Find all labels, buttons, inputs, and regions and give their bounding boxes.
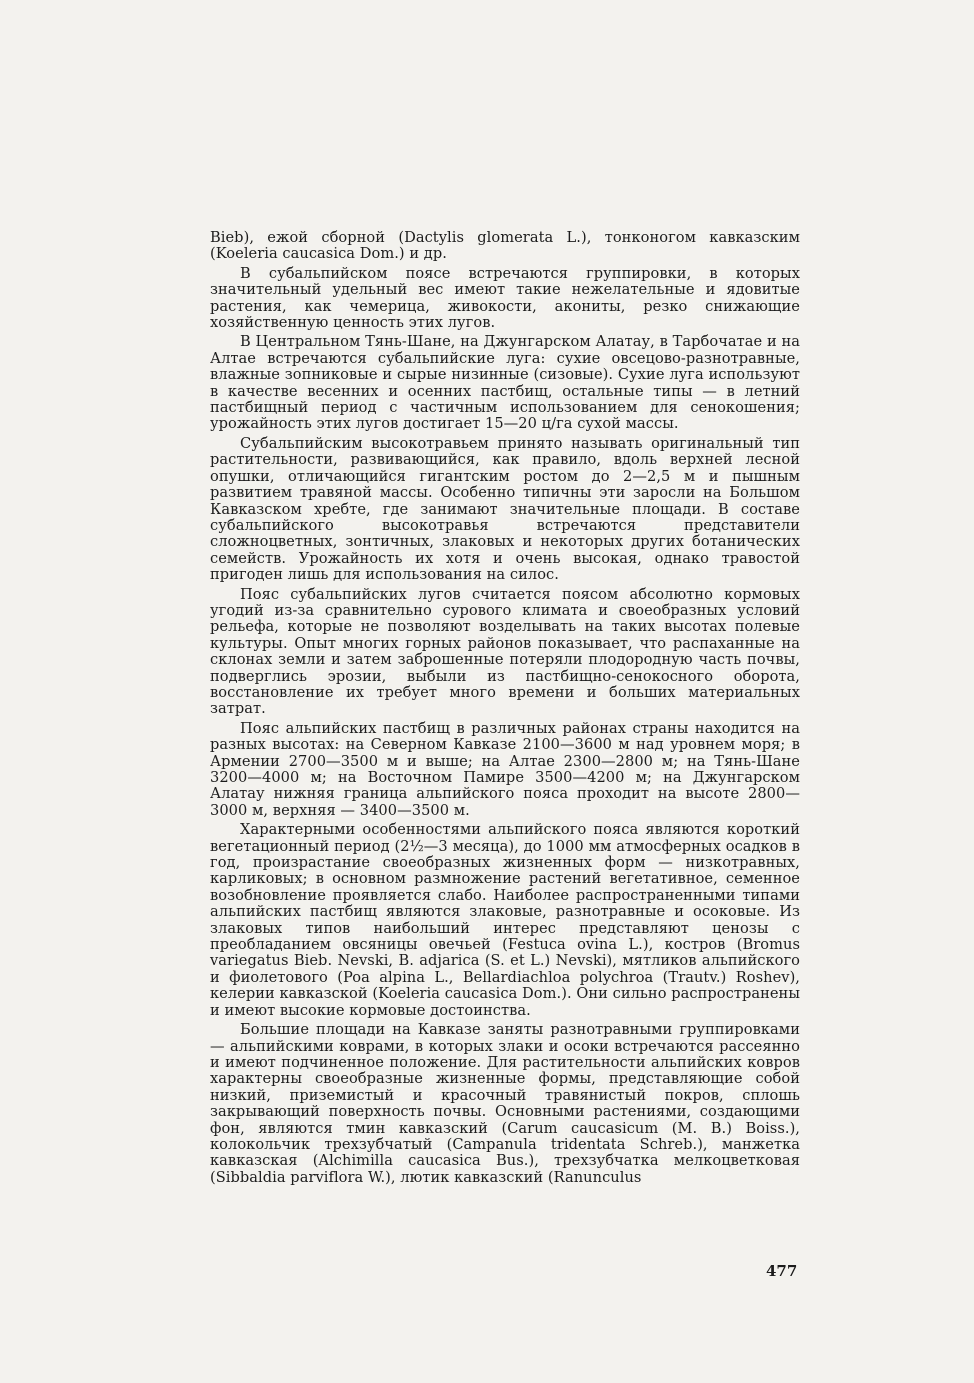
main-text bbox=[210, 230, 800, 1189]
paragraph-central-tianshan: В Центральном Тянь-Шане, на Джунгарском Алатау, в Тарбочатае и на Алтае встречаются субальпийские луга: сухие овсецово-разнотравные, влажные зопниковые и сырые низинные (сизовые). Сухие луга используют в качестве весенних и осенних пастбищ, остальные типы — в летний пастбищный период с частичным использованием для сенокошения; урожайность этих лугов достигает 15—20 ц/га сухой массы. bbox=[210, 333, 800, 433]
paragraph-alpine-heights: Пояс альпийских пастбищ в различных районах страны находится на разных высотах: на Северном Кавказе 2100—3600 м над уровнем моря; в Армении 2700—3500 м и выше; на Алтае 2300—2800 м; на Тянь-Шане 3200—4000 м; на Восточном Памире 3500—4200 м; на Джунгарском Алатау нижняя граница альпийского пояса проходит на высоте 2800—3000 м, верхняя — 3400—3500 м. bbox=[210, 719, 800, 819]
page-number: 477 bbox=[766, 1262, 798, 1280]
paragraph-forage-belt: Пояс субальпийских лугов считается поясом абсолютно кормовых угодий из-за сравнительно сурового климата и своеобразных условий рельефа, которые не позволяют возделывать на таких высотах полевые культуры. Опыт многих горных районов показывает, что распаханные на склонах земли и затем заброшенные потеряли плодородную часть почвы, подверглись эрозии, выбыли из пастбищно-сенокосного оборота, восстановление их требует много времени и больших материальных затрат. bbox=[210, 585, 800, 718]
paragraph-alpine-features: Характерными особенностями альпийского пояса являются короткий вегетационный период (2½—3 месяца), до 1000 мм атмосферных осадков в год, произрастание своеобразных жизненных форм — низкотравных, карликовых; в основном размножение растений вегетативное, семенное возобновление проявляется слабо. Наиболее распространенными типами альпийских пастбищ являются злаковые, разнотравные и осоковые. Из злаковых типов наибольший интерес представляют ценозы с преобладанием овсяницы овечьей (Festuca ovina L.), костров (Bromus variegatus Bieb. Nevski, B. adjarica (S. et L.) Nevski), мятликов альпийского и фиолетового (Poa alpina L., Bellardiachloa polychroa (Trautv.) Roshev), келерии кавказской (Koeleria caucasica Dom.). Они сильно распространены и имеют высокие кормовые достоинства. bbox=[210, 821, 800, 1019]
paragraph-subalpine-groupings: В субальпийском поясе встречаются группировки, в которых значительный удельный вес имеют такие нежелательные и ядовитые растения, как чемерица, живокости, акониты, резко снижающие хозяйственную ценность этих лугов. bbox=[210, 264, 800, 332]
paragraph-alpine-carpets: Большие площади на Кавказе заняты разнотравными группировками — альпийскими коврами, в которых злаки и осоки встречаются рассеянно и имеют подчиненное положение. Для растительности альпийских ковров характерны своеобразные жизненные формы, представляющие собой низкий, приземистый и красочный травянистый покров, сплошь закрывающий поверхность почвы. Основными растениями, создающими фон, являются тмин кавказский (Carum caucasicum (M. B.) Boiss.), колокольчик трехзубчатый (Campanula tridentata Schreb.), манжетка кавказская (Alchimilla caucasica Bus.), трехзубчатка мелкоцветковая (Sibbaldia parviflora W.), лютик кавказский (Ranunculus bbox=[210, 1021, 800, 1186]
paragraph-continued: Bieb), ежой сборной (Dactylis glomerata L.), тонконогом кавказским (Koeleria caucasica Dom.) и др. bbox=[210, 229, 800, 263]
paragraph-tall-herbs: Субальпийским высокотравьем принято называть оригинальный тип растительности, развивающийся, как правило, вдоль верхней лесной опушки, отличающийся гигантским ростом до 2—2,5 м и пышным развитием травяной массы. Особенно типичны эти заросли на Большом Кавказском хребте, где занимают значительные площади. В составе субальпийского высокотравья встречаются представители сложноцветных, зонтичных, злаковых и некоторых других ботанических семейств. Урожайность их хотя и очень высокая, однако травостой пригоден лишь для использования на силос. bbox=[210, 434, 800, 584]
